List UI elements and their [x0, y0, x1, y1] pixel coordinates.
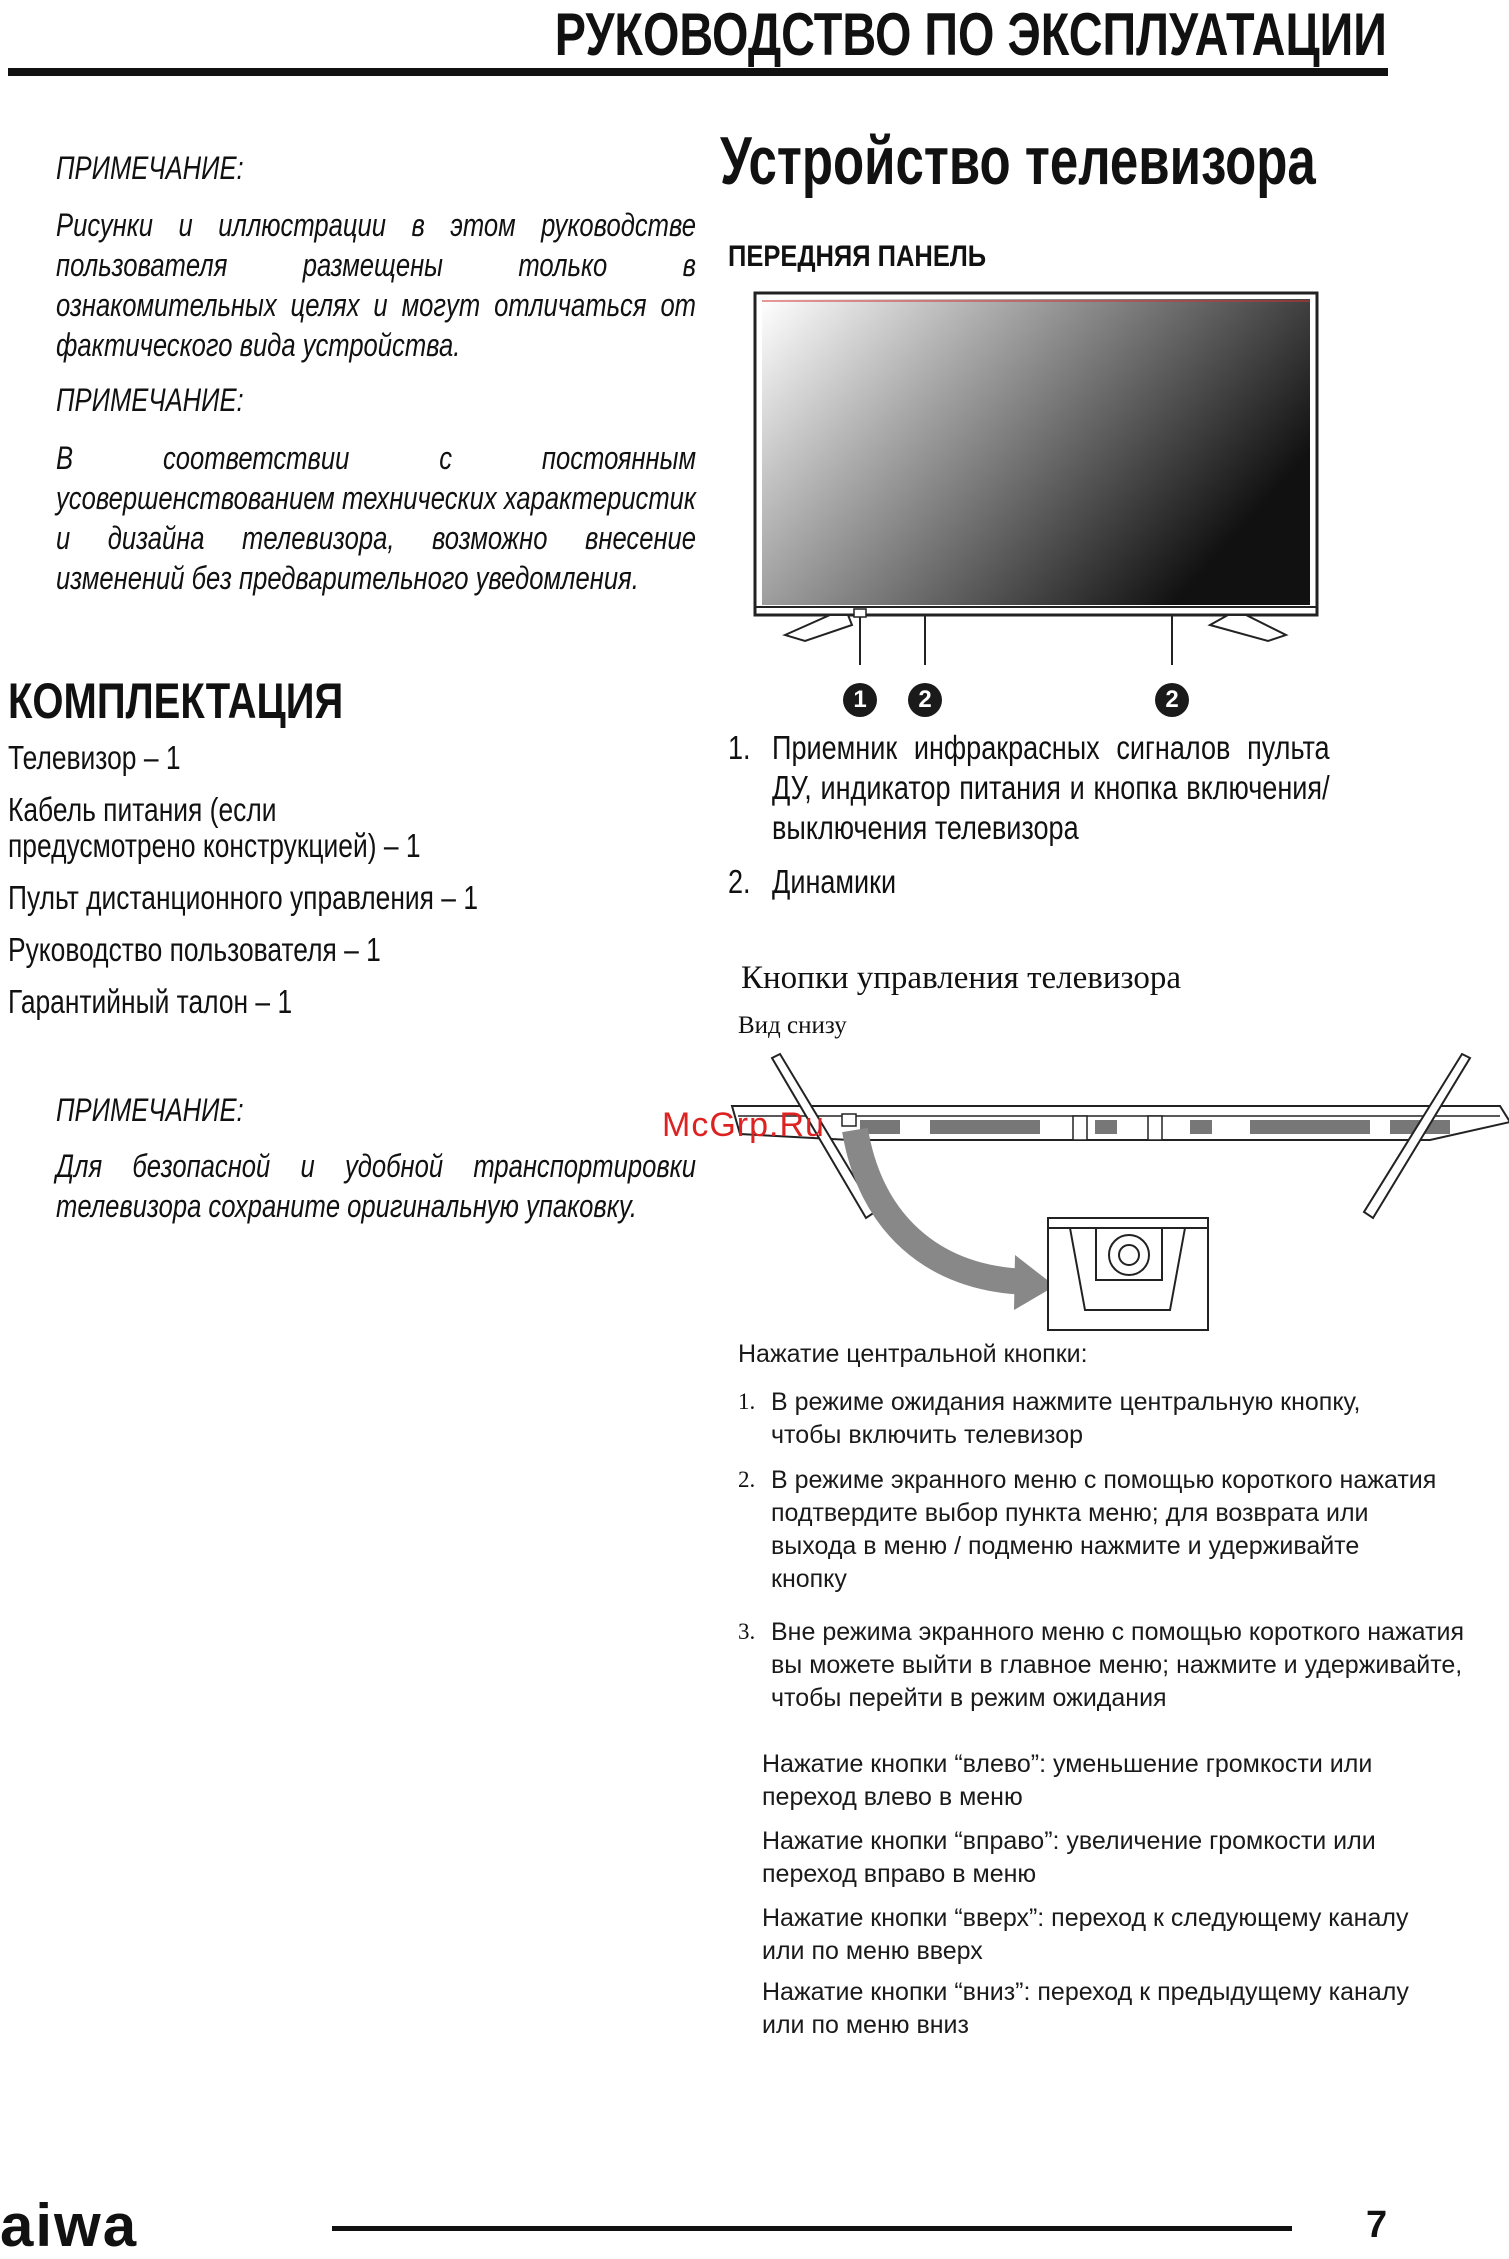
tv-bottom-view-illustration: [730, 1050, 1509, 1340]
power-button-icon: [1109, 1235, 1149, 1275]
ir-receiver-icon: [854, 609, 866, 617]
view-label: Вид снизу: [738, 1012, 847, 1039]
press-right-text: Нажатие кнопки “вправо”: увеличение громкости или переход вправо в меню: [762, 1827, 1376, 1888]
tv-front-illustration: [740, 285, 1340, 665]
front-panel-heading: ПЕРЕДНЯЯ ПАНЕЛЬ: [728, 240, 987, 273]
header-rule: [8, 68, 1388, 76]
step-text: В режиме экранного меню с помощью короткого нажатия подтвердите выбор пункта меню; для возврата или выхода в меню / подменю нажмите и удерживайте кнопку: [771, 1466, 1437, 1593]
note-label: ПРИМЕЧАНИЕ:: [56, 1092, 244, 1128]
press-down-text: Нажатие кнопки “вниз”: переход к предыдущему каналу или по меню вниз: [762, 1978, 1409, 2039]
legend-number: 1.: [728, 729, 751, 766]
kit-title: КОМПЛЕКТАЦИЯ: [8, 673, 344, 729]
device-title: Устройство телевизора: [720, 123, 1316, 199]
control-button-icon: [842, 1114, 856, 1126]
note-label: ПРИМЕЧАНИЕ:: [56, 150, 244, 186]
callout-1: 1: [843, 683, 877, 717]
callout-2: 2: [1155, 683, 1189, 717]
kit-item: Кабель питания (если предусмотрено конструкцией) – 1: [8, 791, 421, 864]
step-number: 2.: [738, 1467, 756, 1492]
page-number: 7: [1366, 2204, 1388, 2246]
press-center-heading: Нажатие центральной кнопки:: [738, 1340, 1088, 1368]
press-left-text: Нажатие кнопки “влево”: уменьшение громкости или переход влево в меню: [762, 1750, 1373, 1811]
legend-text: Приемник инфракрасных сигналов пульта ДУ, индикатор питания и кнопка включения/выключения телевизора: [772, 729, 1330, 846]
press-up-text: Нажатие кнопки “вверх”: переход к следующему каналу или по меню вверх: [762, 1904, 1409, 1965]
note-label: ПРИМЕЧАНИЕ:: [56, 382, 244, 418]
step-text: В режиме ожидания нажмите центральную кнопку, чтобы включить телевизор: [771, 1388, 1361, 1449]
step-number: 3.: [738, 1619, 756, 1644]
brand-logo: aiwa: [0, 2192, 139, 2259]
step-text: Вне режима экранного меню с помощью короткого нажатия вы можете выйти в главное меню; нажмите и удерживайте, чтобы перейти в режим ожидания: [771, 1618, 1464, 1712]
page-header-title: РУКОВОДСТВО ПО ЭКСПЛУАТАЦИИ: [554, 1, 1387, 68]
footer-rule: [332, 2226, 1292, 2231]
arrow-icon: [855, 1130, 1030, 1282]
kit-item: Телевизор – 1: [8, 739, 181, 776]
legend-text: Динамики: [772, 863, 897, 900]
legend-number: 2.: [728, 863, 751, 900]
watermark: McGrp.Ru: [662, 1106, 825, 1144]
callout-2: 2: [908, 683, 942, 717]
kit-item: Гарантийный талон – 1: [8, 983, 293, 1020]
step-number: 1.: [738, 1389, 756, 1414]
kit-item: Руководство пользователя – 1: [8, 931, 381, 968]
note-text: В соответствии с постоянным усовершенствованием технических характеристик и дизайна телевизора, возможно внесение изменений без предварительного уведомления.: [56, 440, 696, 596]
note-text: Для безопасной и удобной транспортировки телевизора сохраните оригинальную упаковку.: [56, 1148, 696, 1224]
kit-item: Пульт дистанционного управления – 1: [8, 879, 479, 916]
note-text: Рисунки и иллюстрации в этом руководстве пользователя размещены только в ознакомительных целях и могут отличаться от фактического вида устройства.: [56, 207, 696, 363]
controls-title: Кнопки управления телевизора: [741, 960, 1182, 996]
